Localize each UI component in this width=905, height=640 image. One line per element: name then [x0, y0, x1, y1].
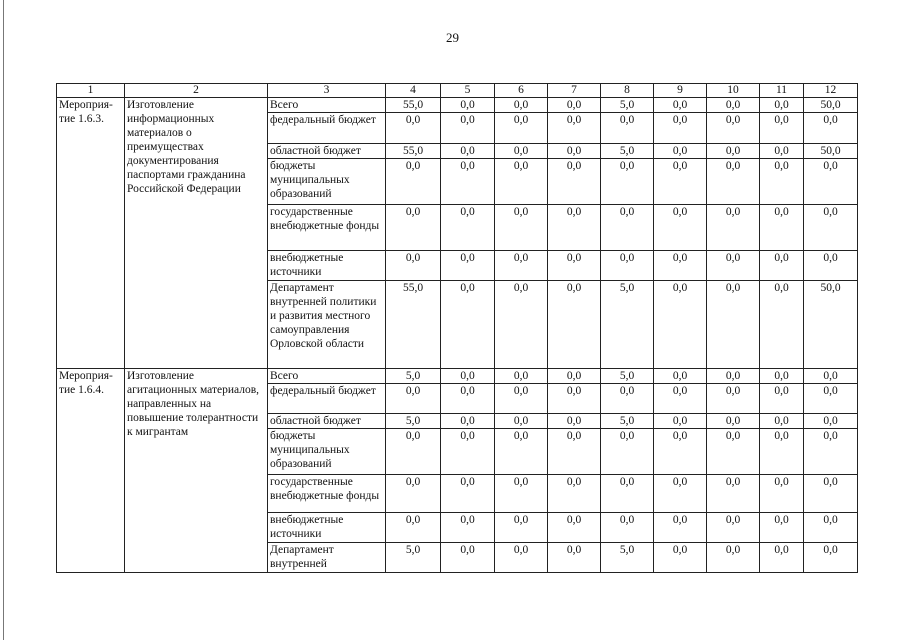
- amount-cell: 0,0: [495, 429, 548, 475]
- amount-cell: 0,0: [707, 475, 760, 513]
- amount-cell: 0,0: [707, 384, 760, 414]
- amount-cell: 0,0: [601, 159, 654, 205]
- amount-cell: 0,0: [654, 475, 707, 513]
- table-body: [57, 84, 858, 573]
- amount-cell: 5,0: [386, 414, 441, 429]
- amount-cell: 0,0: [495, 159, 548, 205]
- amount-cell: 0,0: [804, 369, 858, 384]
- amount-cell: 0,0: [760, 384, 804, 414]
- amount-cell: 0,0: [601, 251, 654, 281]
- amount-cell: 0,0: [760, 98, 804, 113]
- amount-cell: 0,0: [548, 543, 601, 573]
- column-number-cell: 1: [57, 84, 125, 98]
- amount-cell: 0,0: [548, 281, 601, 369]
- amount-cell: 0,0: [386, 205, 441, 251]
- amount-cell: 0,0: [601, 513, 654, 543]
- amount-cell: 0,0: [386, 113, 441, 144]
- amount-cell: 0,0: [804, 414, 858, 429]
- funding-source: бюджеты муниципальных образований: [268, 429, 386, 475]
- amount-cell: 0,0: [441, 369, 495, 384]
- amount-cell: 50,0: [804, 281, 858, 369]
- column-number-cell: 10: [707, 84, 760, 98]
- amount-cell: 0,0: [495, 543, 548, 573]
- amount-cell: 0,0: [654, 98, 707, 113]
- budget-table: [56, 83, 858, 573]
- column-number-cell: 6: [495, 84, 548, 98]
- amount-cell: 0,0: [804, 384, 858, 414]
- amount-cell: 0,0: [495, 513, 548, 543]
- amount-cell: 0,0: [441, 205, 495, 251]
- amount-cell: 0,0: [601, 475, 654, 513]
- amount-cell: 0,0: [495, 113, 548, 144]
- amount-cell: 0,0: [654, 205, 707, 251]
- amount-cell: 0,0: [495, 205, 548, 251]
- funding-source: внебюджетные источники: [268, 251, 386, 281]
- amount-cell: 0,0: [601, 205, 654, 251]
- amount-cell: 5,0: [601, 369, 654, 384]
- amount-cell: 5,0: [386, 369, 441, 384]
- column-number-row: [57, 84, 858, 98]
- amount-cell: 0,0: [601, 429, 654, 475]
- amount-cell: 0,0: [548, 475, 601, 513]
- funding-source: государственные внебюджетные фонды: [268, 475, 386, 513]
- amount-cell: 0,0: [386, 384, 441, 414]
- amount-cell: 55,0: [386, 98, 441, 113]
- amount-cell: 0,0: [441, 475, 495, 513]
- amount-cell: 0,0: [760, 251, 804, 281]
- amount-cell: 0,0: [601, 113, 654, 144]
- funding-source: областной бюджет: [268, 144, 386, 159]
- amount-cell: 0,0: [548, 414, 601, 429]
- amount-cell: 0,0: [707, 414, 760, 429]
- amount-cell: 5,0: [601, 98, 654, 113]
- funding-source: государственные внебюджетные фонды: [268, 205, 386, 251]
- table-row: [57, 98, 858, 113]
- amount-cell: 0,0: [760, 113, 804, 144]
- measure-code: Мероприя-тие 1.6.4.: [57, 369, 125, 573]
- amount-cell: 0,0: [707, 205, 760, 251]
- amount-cell: 0,0: [441, 384, 495, 414]
- page-number: 29: [446, 30, 459, 45]
- amount-cell: 0,0: [654, 144, 707, 159]
- amount-cell: 0,0: [707, 543, 760, 573]
- amount-cell: 50,0: [804, 144, 858, 159]
- amount-cell: 0,0: [441, 429, 495, 475]
- amount-cell: 0,0: [441, 98, 495, 113]
- amount-cell: 55,0: [386, 144, 441, 159]
- table-row: [57, 369, 858, 384]
- funding-source: внебюджетные источники: [268, 513, 386, 543]
- amount-cell: 0,0: [548, 159, 601, 205]
- amount-cell: 0,0: [804, 159, 858, 205]
- amount-cell: 0,0: [495, 98, 548, 113]
- amount-cell: 0,0: [707, 369, 760, 384]
- amount-cell: 0,0: [495, 251, 548, 281]
- funding-source: Всего: [268, 369, 386, 384]
- amount-cell: 0,0: [804, 113, 858, 144]
- amount-cell: 0,0: [495, 281, 548, 369]
- amount-cell: 0,0: [707, 113, 760, 144]
- amount-cell: 0,0: [441, 113, 495, 144]
- amount-cell: 0,0: [760, 429, 804, 475]
- amount-cell: 0,0: [654, 513, 707, 543]
- amount-cell: 0,0: [386, 159, 441, 205]
- amount-cell: 0,0: [760, 144, 804, 159]
- amount-cell: 0,0: [760, 513, 804, 543]
- amount-cell: 0,0: [495, 384, 548, 414]
- amount-cell: 0,0: [804, 205, 858, 251]
- amount-cell: 0,0: [654, 113, 707, 144]
- amount-cell: 0,0: [707, 281, 760, 369]
- amount-cell: 0,0: [548, 369, 601, 384]
- amount-cell: 0,0: [495, 414, 548, 429]
- amount-cell: 0,0: [441, 281, 495, 369]
- amount-cell: 0,0: [654, 429, 707, 475]
- amount-cell: 0,0: [804, 475, 858, 513]
- column-number-cell: 7: [548, 84, 601, 98]
- amount-cell: 0,0: [707, 513, 760, 543]
- amount-cell: 0,0: [654, 414, 707, 429]
- amount-cell: 0,0: [804, 429, 858, 475]
- amount-cell: 0,0: [548, 513, 601, 543]
- amount-cell: 0,0: [441, 543, 495, 573]
- funding-source: Департамент внутренней: [268, 543, 386, 573]
- amount-cell: 0,0: [441, 513, 495, 543]
- amount-cell: 0,0: [707, 429, 760, 475]
- column-number-cell: 4: [386, 84, 441, 98]
- amount-cell: 5,0: [601, 281, 654, 369]
- funding-source: Всего: [268, 98, 386, 113]
- amount-cell: 0,0: [548, 251, 601, 281]
- amount-cell: 0,0: [760, 475, 804, 513]
- amount-cell: 0,0: [707, 251, 760, 281]
- amount-cell: 0,0: [601, 384, 654, 414]
- amount-cell: 0,0: [386, 429, 441, 475]
- column-number-cell: 11: [760, 84, 804, 98]
- amount-cell: 0,0: [760, 159, 804, 205]
- amount-cell: 0,0: [386, 251, 441, 281]
- amount-cell: 5,0: [601, 543, 654, 573]
- amount-cell: 0,0: [548, 429, 601, 475]
- column-number-cell: 9: [654, 84, 707, 98]
- amount-cell: 0,0: [654, 384, 707, 414]
- amount-cell: 0,0: [654, 543, 707, 573]
- column-number-cell: 5: [441, 84, 495, 98]
- column-number-cell: 3: [268, 84, 386, 98]
- amount-cell: 0,0: [548, 144, 601, 159]
- amount-cell: 0,0: [760, 281, 804, 369]
- amount-cell: 0,0: [495, 144, 548, 159]
- amount-cell: 0,0: [548, 384, 601, 414]
- funding-source: федеральный бюджет: [268, 384, 386, 414]
- amount-cell: 0,0: [654, 159, 707, 205]
- column-number-cell: 12: [804, 84, 858, 98]
- funding-source: бюджеты муниципальных образований: [268, 159, 386, 205]
- amount-cell: 0,0: [804, 513, 858, 543]
- amount-cell: 0,0: [441, 251, 495, 281]
- amount-cell: 0,0: [804, 251, 858, 281]
- amount-cell: 0,0: [760, 205, 804, 251]
- amount-cell: 0,0: [386, 475, 441, 513]
- measure-name: Изготовление агитационных материалов, направленных на повышение толерантности к мигрантам: [125, 369, 268, 573]
- amount-cell: 0,0: [654, 281, 707, 369]
- amount-cell: 0,0: [495, 475, 548, 513]
- amount-cell: 0,0: [707, 98, 760, 113]
- amount-cell: 0,0: [707, 159, 760, 205]
- amount-cell: 5,0: [601, 144, 654, 159]
- amount-cell: 0,0: [654, 251, 707, 281]
- amount-cell: 0,0: [804, 543, 858, 573]
- funding-source: областной бюджет: [268, 414, 386, 429]
- page-left-edge: [3, 0, 4, 640]
- amount-cell: 0,0: [548, 98, 601, 113]
- amount-cell: 0,0: [548, 205, 601, 251]
- measure-name: Изготовление информационных материалов о преимуществах документирования паспортами гражданина Российской Федерации: [125, 98, 268, 369]
- amount-cell: 0,0: [548, 113, 601, 144]
- amount-cell: 0,0: [441, 159, 495, 205]
- amount-cell: 5,0: [601, 414, 654, 429]
- amount-cell: 0,0: [760, 369, 804, 384]
- amount-cell: 0,0: [386, 513, 441, 543]
- amount-cell: 50,0: [804, 98, 858, 113]
- measure-code: Мероприя-тие 1.6.3.: [57, 98, 125, 369]
- column-number-cell: 2: [125, 84, 268, 98]
- amount-cell: 0,0: [495, 369, 548, 384]
- amount-cell: 0,0: [654, 369, 707, 384]
- amount-cell: 55,0: [386, 281, 441, 369]
- funding-source: Департамент внутренней политики и развития местного самоуправления Орловской области: [268, 281, 386, 369]
- amount-cell: 0,0: [760, 414, 804, 429]
- amount-cell: 0,0: [707, 144, 760, 159]
- funding-source: федеральный бюджет: [268, 113, 386, 144]
- amount-cell: 0,0: [441, 414, 495, 429]
- column-number-cell: 8: [601, 84, 654, 98]
- amount-cell: 5,0: [386, 543, 441, 573]
- amount-cell: 0,0: [760, 543, 804, 573]
- amount-cell: 0,0: [441, 144, 495, 159]
